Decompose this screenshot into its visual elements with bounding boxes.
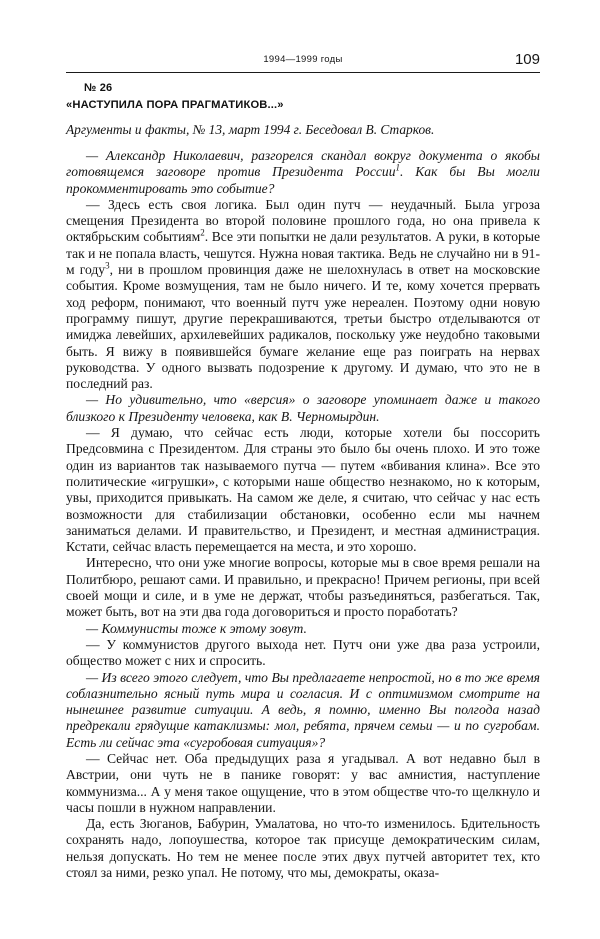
interview-question [66,148,540,197]
question-text: — Александр Николаевич, разгорелся скандал вокруг документа о якобы готовящемся заговоре против Президента России [66,148,540,180]
interview-answer: — Я думаю, что сейчас есть люди, которые хотели бы поссорить Предсовмина с Президентом. Для страны это было бы очень плохо. И это тоже один из вариантов так называемого путча — путем «вбивания клина». Все это политические «игрушки», с которыми наше общество незнакомо, но к которым, увы, приходится привыкать. На самом же деле, я считаю, что сейчас у нас есть возможности для стабилизации обстановки, особенно если мы начнем заниматься делами. И правительство, и Президент, и местная администрация. Кстати, сейчас власть перемещается на места, и это хорошо. [66,425,540,555]
running-head [66,51,540,70]
running-head-title: 1994—1999 годы [263,54,343,65]
question-text-tail: . Как бы Вы могли прокомментировать это событие? [66,164,540,196]
header-divider [66,72,540,73]
answer-text-part-3: , ни в прошлом провинция даже не шелохнулась в ответ на московские события. Кроме возмущения, там не было ничего. И те, кому хочется прервать ход реформ, понимают, что военный путч уже нереален. Поэтому одни новую программу пишут, другие перекрашиваются, третьи быстро отделываются от имиджа левейших, архилевейших радикалов, поскольку уже неудобно таковыми быть. Я вижу в появившейся бумаге желание еще раз поиграть на нервах руководства. У одного вызвать подозрение к другому. И думаю, что это не в последний раз. [66,262,540,392]
footnote-marker-3: 3 [105,260,110,271]
interview-question: — Но удивительно, что «версия» о заговоре упоминает даже и такого близкого к Президенту человека, как В. Черномырдин. [66,392,540,424]
interview-answer: Интересно, что они уже многие вопросы, которые мы в свое время решали на Политбюро, решают сами. И правильно, и прекрасно! Причем регионы, при всей своей мощи и силе, и в уме не держат, чтобы разъединяться, разбегаться. Так, может быть, вот на эти два года договориться и просто поработать? [66,555,540,620]
interview-question: — Из всего этого следует, что Вы предлагаете непростой, но в то же время соблазнительно ясный путь мира и согласия. И с оптимизмом смотрите на нынешнее развитие ситуации. А ведь, я помню, именно Вы полгода назад предрекали грядущие катаклизмы: мол, ребята, прячем семьи — и по сугробам. Есть ли сейчас эта «сугробовая ситуация»? [66,669,540,750]
body-text-column [66,148,540,881]
interview-answer: — Сейчас нет. Оба предыдущих раза я угадывал. А вот недавно был в Австрии, они чуть не в панике говорят: у вас амнистия, наступление коммунизма... А у меня такое ощущение, что в этом обществе что-то щелкнуло и часы пошли в нужном направлении. [66,750,540,815]
footnote-marker-2: 2 [200,227,205,238]
document-source-line: Аргументы и факты, № 13, март 1994 г. Беседовал В. Старков. [66,122,435,137]
answer-text-part-2: . Все эти попытки не дали результатов. А руки, в которые так и не попала власть, чешутся. Нужна новая тактика. Ведь не случайно ни в 91-м году [66,229,541,278]
interview-answer: Да, есть Зюганов, Бабурин, Умалатова, но что-то изменилось. Бдительность сохранять надо, лопоушества, которое так присуще демократическим силам, нельзя допускать. Но тем не менее после этих двух путчей авторитет тех, кто стоял за ними, резко упал. Не потому, что мы, демократы, оказа- [66,816,540,881]
footnote-marker-1: 1 [395,162,400,173]
answer-text-part-1: — Здесь есть своя логика. Был один путч — неудачный. Была угроза смещения Президента во второй половине прошлого года, но она привела к октябрьским событиям [66,196,540,245]
page-number: 109 [514,51,540,68]
interview-answer: — У коммунистов другого выхода нет. Путч они уже два раза устроили, общество может с них и спросить. [66,636,540,669]
interview-question: — Коммунисты тоже к этому зовут. [86,620,307,636]
interview-answer [66,197,540,393]
document-number: № 26 [84,82,113,94]
document-title: «НАСТУПИЛА ПОРА ПРАГМАТИКОВ...» [66,99,284,111]
